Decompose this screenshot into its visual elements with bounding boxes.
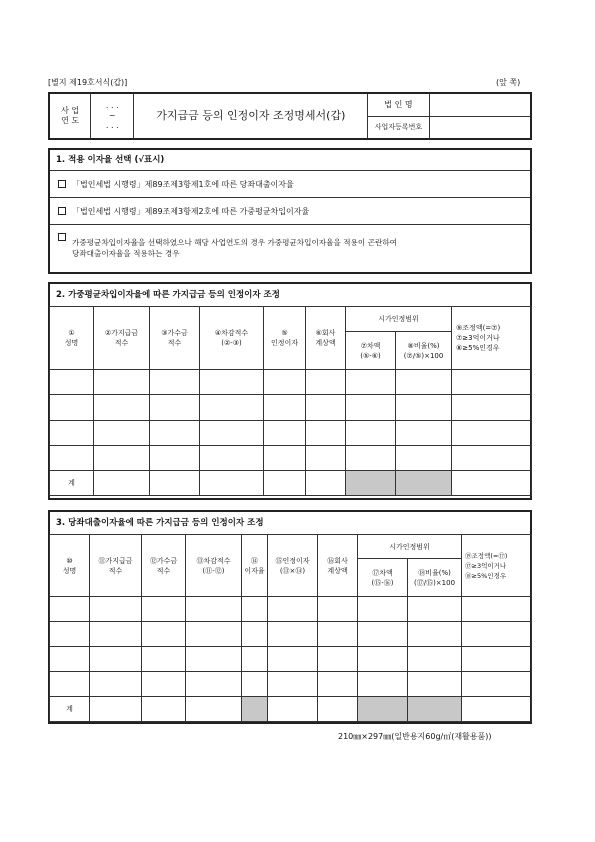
form-title: 가지급금 등의 인정이자 조정명세서(갑) <box>134 93 368 139</box>
cell[interactable] <box>142 622 186 647</box>
business-year-label: 사 업 연 도 <box>49 93 91 139</box>
cell[interactable] <box>186 597 242 622</box>
table-row <box>50 420 532 445</box>
cell[interactable] <box>200 470 264 495</box>
table-row <box>50 445 532 470</box>
cell[interactable] <box>318 697 358 722</box>
cell[interactable] <box>94 370 150 395</box>
title-table <box>48 92 532 140</box>
cell[interactable] <box>50 370 94 395</box>
cell[interactable] <box>318 622 358 647</box>
cell[interactable] <box>306 420 346 445</box>
option-2-label: 「법인세법 시행령」제89조제3항제2호에 따른 가중평균차입이자율 <box>72 206 310 216</box>
shaded-cell <box>242 697 268 722</box>
cell[interactable] <box>264 395 306 420</box>
cell[interactable] <box>142 597 186 622</box>
cell[interactable] <box>150 470 200 495</box>
cell[interactable] <box>462 597 532 622</box>
cell[interactable] <box>142 672 186 697</box>
cell[interactable] <box>306 470 346 495</box>
table-row <box>50 597 532 622</box>
cell[interactable] <box>50 420 94 445</box>
cell[interactable] <box>264 370 306 395</box>
cell[interactable] <box>452 420 532 445</box>
cell[interactable] <box>242 597 268 622</box>
cell[interactable] <box>268 697 318 722</box>
cell[interactable] <box>186 697 242 722</box>
total-row <box>50 470 532 495</box>
cell[interactable] <box>90 672 142 697</box>
biz-no-label: 사업자등록번호 <box>368 116 429 139</box>
section-2 <box>48 282 532 500</box>
col-deposit-header: ⑫가수금 적수 <box>142 535 186 597</box>
section-2-title: 2. 가중평균차입이자율에 따른 가지급금 등의 인정이자 조정 <box>50 284 530 307</box>
col-interest-header: ⑮인정이자 (⑬×⑭) <box>268 535 318 597</box>
col-diff-header: ④차감적수 (②-③) <box>200 307 264 370</box>
cell[interactable] <box>50 647 90 672</box>
col-range-header: 시가인정범위 <box>346 307 452 332</box>
section-1 <box>48 148 532 274</box>
cell[interactable] <box>408 672 462 697</box>
col-range-header: 시가인정범위 <box>358 535 462 559</box>
cell[interactable] <box>142 647 186 672</box>
cell[interactable] <box>200 420 264 445</box>
total-label: 계 <box>50 470 94 495</box>
shaded-cell <box>346 470 396 495</box>
cell[interactable] <box>358 672 408 697</box>
col-rate-header: ⑭ 이자율 <box>242 535 268 597</box>
section-1-title: 1. 적용 이자율 선택 (√표시) <box>50 150 530 171</box>
cell[interactable] <box>346 395 396 420</box>
col-ratio-header: ⑱비율(%) (⑰/⑮)×100 <box>408 559 462 597</box>
cell[interactable] <box>346 445 396 470</box>
cell[interactable] <box>462 697 532 722</box>
cell[interactable] <box>346 370 396 395</box>
cell[interactable] <box>318 672 358 697</box>
cell[interactable] <box>200 370 264 395</box>
total-row <box>50 697 532 722</box>
cell[interactable] <box>50 622 90 647</box>
cell[interactable] <box>150 395 200 420</box>
cell[interactable] <box>200 395 264 420</box>
corp-name-label: 법 인 명 <box>368 93 429 116</box>
cell[interactable] <box>242 647 268 672</box>
col-loan-header: ⑪가지급금 적수 <box>90 535 142 597</box>
cell[interactable] <box>150 420 200 445</box>
cell[interactable] <box>94 445 150 470</box>
option-2[interactable] <box>50 198 530 225</box>
cell[interactable] <box>358 597 408 622</box>
period-tilde: ~ <box>108 111 116 120</box>
cell[interactable] <box>264 445 306 470</box>
cell[interactable] <box>50 445 94 470</box>
col-interest-header: ⑤ 인정이자 <box>264 307 306 370</box>
cell[interactable] <box>90 622 142 647</box>
shaded-cell <box>358 697 408 722</box>
cell[interactable] <box>306 395 346 420</box>
cell[interactable] <box>268 672 318 697</box>
period-start: . . . <box>105 101 119 110</box>
cell[interactable] <box>346 420 396 445</box>
cell[interactable] <box>396 395 452 420</box>
cell[interactable] <box>452 470 532 495</box>
cell[interactable] <box>186 622 242 647</box>
cell[interactable] <box>268 597 318 622</box>
col-booked-header: ⑥회사 계상액 <box>306 307 346 370</box>
cell[interactable] <box>50 597 90 622</box>
cell[interactable] <box>408 597 462 622</box>
col-loan-header: ②가지급금 적수 <box>94 307 150 370</box>
shaded-cell <box>396 470 452 495</box>
cell[interactable] <box>396 370 452 395</box>
cell[interactable] <box>242 672 268 697</box>
cell[interactable] <box>150 445 200 470</box>
shaded-cell <box>408 697 462 722</box>
cell[interactable] <box>186 672 242 697</box>
cell[interactable] <box>264 470 306 495</box>
cell[interactable] <box>462 647 532 672</box>
cell[interactable] <box>462 622 532 647</box>
cell[interactable] <box>200 445 264 470</box>
cell[interactable] <box>90 647 142 672</box>
cell[interactable] <box>396 420 452 445</box>
option-1[interactable] <box>50 171 530 198</box>
cell[interactable] <box>452 445 532 470</box>
biz-no-field[interactable] <box>429 116 531 139</box>
cell[interactable] <box>306 370 346 395</box>
cell[interactable] <box>318 647 358 672</box>
cell[interactable] <box>306 445 346 470</box>
business-year-period[interactable] <box>91 93 134 139</box>
cell[interactable] <box>268 622 318 647</box>
table-row <box>50 370 532 395</box>
cell[interactable] <box>90 697 142 722</box>
option-1-label: 「법인세법 시행령」제89조제3항제1호에 따른 당좌대출이자율 <box>72 179 294 189</box>
col-name-header: ① 성명 <box>50 307 94 370</box>
section-3-title: 3. 당좌대출이자율에 따른 가지급금 등의 인정이자 조정 <box>50 512 530 535</box>
option-1-checkbox[interactable] <box>58 180 66 188</box>
cell[interactable] <box>452 370 532 395</box>
table-row <box>50 647 532 672</box>
cell[interactable] <box>150 370 200 395</box>
col-gap-header: ⑦차액 (⑤-⑥) <box>346 332 396 370</box>
cell[interactable] <box>318 597 358 622</box>
col-ratio-header: ⑧비율(%) (⑦/⑤)×100 <box>396 332 452 370</box>
section-3-table <box>49 534 532 722</box>
col-adjust-header: ⑨조정액(=⑦) ⑦≥3억이거나 ⑧≥5%인경우 <box>452 307 532 370</box>
col-gap-header: ⑰차액 (⑮-⑯) <box>358 559 408 597</box>
cell[interactable] <box>396 445 452 470</box>
cell[interactable] <box>94 395 150 420</box>
table-row <box>50 395 532 420</box>
cell[interactable] <box>90 597 142 622</box>
option-3-label: 가중평균차입이자율을 선택하였으나 해당 사업연도의 경우 가중평균차입이자율을 적용이 곤란하여 당좌대출이자율을 적용하는 경우 <box>72 238 397 258</box>
cell[interactable] <box>358 647 408 672</box>
cell[interactable] <box>94 470 150 495</box>
option-3[interactable] <box>50 225 530 271</box>
section-2-table <box>49 306 532 496</box>
cell[interactable] <box>408 622 462 647</box>
cell[interactable] <box>242 622 268 647</box>
total-label: 계 <box>50 697 90 722</box>
section-3 <box>48 510 532 724</box>
cell[interactable] <box>264 420 306 445</box>
col-booked-header: ⑯회사 계상액 <box>318 535 358 597</box>
table-row <box>50 672 532 697</box>
option-2-checkbox[interactable] <box>58 207 66 215</box>
col-deposit-header: ③가수금 적수 <box>150 307 200 370</box>
cell[interactable] <box>50 672 90 697</box>
form-code: [별지 제19호서식(갑)] <box>48 78 128 87</box>
table-row <box>50 622 532 647</box>
corp-name-field[interactable] <box>429 93 531 116</box>
cell[interactable] <box>408 647 462 672</box>
cell[interactable] <box>268 647 318 672</box>
cell[interactable] <box>462 672 532 697</box>
cell[interactable] <box>94 420 150 445</box>
cell[interactable] <box>142 697 186 722</box>
period-end: . . . <box>105 121 119 130</box>
cell[interactable] <box>452 395 532 420</box>
col-diff-header: ⑬차감적수 (⑪-⑫) <box>186 535 242 597</box>
option-3-checkbox[interactable] <box>58 233 66 241</box>
col-adjust-header: ⑲조정액(=⑰) ⑰≥3억이거나 ⑱≥5%인경우 <box>462 535 532 597</box>
col-name-header: ⑩ 성명 <box>50 535 90 597</box>
paper-spec: 210㎜×297㎜(일반용지60g/㎡(재활용품)) <box>338 732 492 741</box>
cell[interactable] <box>358 622 408 647</box>
page-side: (앞 쪽) <box>496 78 521 87</box>
cell[interactable] <box>50 395 94 420</box>
cell[interactable] <box>186 647 242 672</box>
